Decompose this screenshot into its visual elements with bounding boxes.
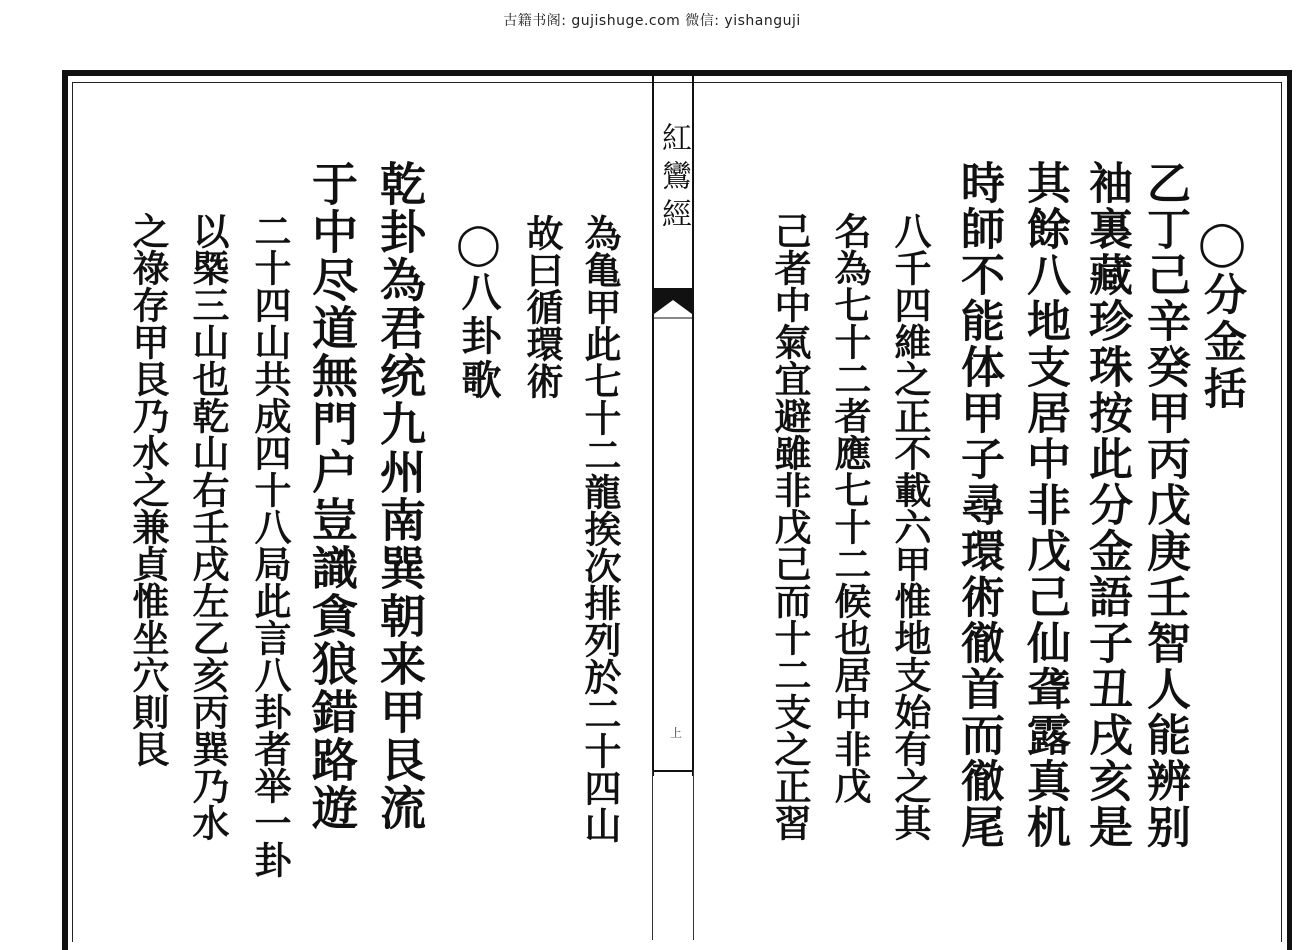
left-col-6: 二十四山共成四十八局此言八卦者举一卦 — [248, 212, 292, 878]
right-col-1: ◯分金括 — [1197, 218, 1247, 413]
right-col-2: 乙丁己辛癸甲丙戊庚壬智人能辨别 — [1139, 160, 1190, 850]
left-col-8: 之祿存甲艮乃水之兼貞惟坐穴則艮 — [126, 212, 170, 767]
right-col-6: 八千四維之正不載六甲惟地支始有之其 — [888, 212, 932, 841]
left-col-7: 以槩三山也乾山右壬戌左乙亥丙巽乃水 — [186, 212, 230, 841]
spine-page-number: 上 — [670, 726, 683, 740]
watermark-text: 古籍书阁: gujishuge.com 微信: yishanguji — [503, 13, 801, 29]
right-col-8: 己者中氣宜避雖非戊己而十二支之正習 — [768, 212, 812, 841]
left-col-1: 為亀甲此七十二龍挨次排列於二十四山 — [578, 214, 622, 843]
right-col-7: 名為七十二者應七十二候也居中非戊 — [828, 212, 872, 804]
left-col-5: 于中尽道無門户豈識貪狼錯路遊 — [305, 160, 359, 832]
left-col-3: ◯八卦歌 — [455, 220, 502, 403]
spine-title: 紅鸞經 — [656, 122, 691, 236]
fishtail-mark-icon — [654, 288, 692, 322]
right-col-4: 其餘八地支居中非戊己仙聋露真机 — [1019, 160, 1070, 850]
right-col-5: 時師不能体甲子尋環術徹首而徹尾 — [953, 160, 1004, 850]
right-col-3: 袖裏藏珍珠按此分金語子丑戌亥是 — [1081, 160, 1132, 850]
left-col-4: 乾卦為君统九州南巽朝来甲艮流 — [373, 160, 427, 832]
left-col-2: 故曰循環術 — [520, 214, 564, 399]
book-spine-lower — [652, 770, 694, 940]
